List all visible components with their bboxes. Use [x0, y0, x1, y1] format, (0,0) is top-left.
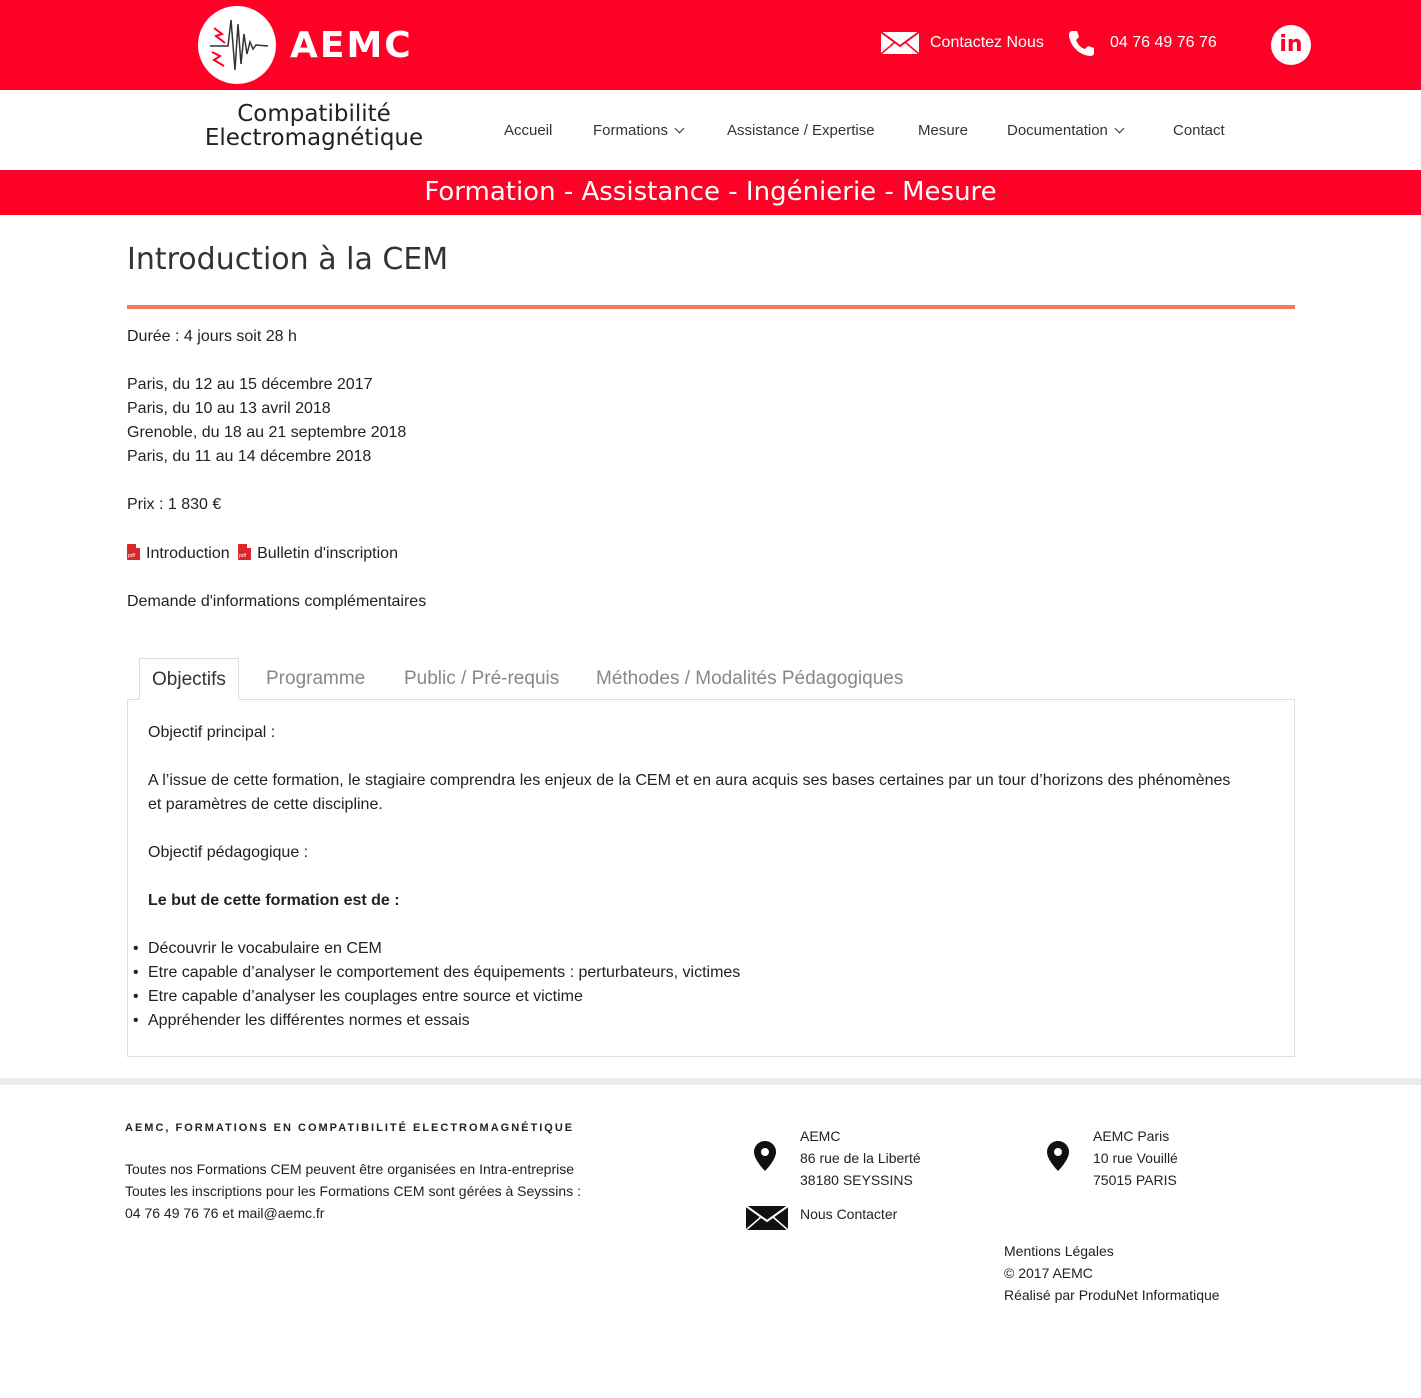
footer-contact-link[interactable]: Nous Contacter — [800, 1206, 898, 1222]
price: Prix : 1 830 € — [127, 496, 222, 513]
panel-bold-line: Le but de cette formation est de : — [148, 892, 400, 909]
nav-label: Contact — [1173, 122, 1225, 139]
chevron-down-icon — [675, 124, 685, 134]
panel-heading: Objectif pédagogique : — [148, 844, 309, 861]
footer-heading: AEMC, FORMATIONS EN COMPATIBILITÉ ELECTROMAGNÉTIQUE — [125, 1122, 575, 1134]
address-paris — [1093, 1125, 1178, 1191]
chevron-down-icon — [1114, 124, 1124, 134]
tab-programme[interactable]: Programme — [266, 668, 366, 689]
envelope-icon[interactable] — [745, 1205, 789, 1231]
bullet-icon: • — [133, 1012, 139, 1029]
address-line: 38180 SEYSSINS — [800, 1172, 913, 1188]
address-line: 10 rue Vouillé — [1093, 1150, 1178, 1166]
nav-item-contact[interactable] — [1173, 121, 1225, 141]
slogan-banner: Formation - Assistance - Ingénierie - Mesure — [0, 170, 1421, 215]
legal-link[interactable]: Mentions Légales — [1004, 1243, 1114, 1259]
bullet-icon: • — [133, 964, 139, 981]
nav-bar — [0, 90, 1421, 170]
nav-label: Documentation — [1007, 122, 1108, 139]
nav-item-accueil[interactable] — [504, 121, 552, 141]
address-seyssins — [800, 1125, 921, 1191]
footer-divider — [0, 1078, 1421, 1085]
site-subtitle — [200, 102, 428, 150]
more-info-link[interactable]: Demande d'informations complémentaires — [127, 593, 427, 610]
list-item: Appréhender les différentes normes et essais — [148, 1012, 470, 1029]
session-date: Paris, du 10 au 13 avril 2018 — [127, 400, 331, 417]
contact-link[interactable]: Contactez Nous — [930, 34, 1044, 51]
nav-item-documentation[interactable] — [1007, 121, 1123, 141]
title-divider — [127, 305, 1295, 309]
map-pin-icon — [753, 1140, 777, 1172]
pdf-link-bulletin[interactable] — [234, 545, 398, 562]
credit-link[interactable]: Réalisé par ProduNet Informatique — [1004, 1287, 1220, 1303]
nav-item-mesure[interactable] — [918, 121, 968, 141]
pdf-link-label: Introduction — [146, 545, 230, 562]
nav-label: Assistance / Expertise — [727, 122, 875, 139]
session-date: Paris, du 12 au 15 décembre 2017 — [127, 376, 373, 393]
tab-objectifs[interactable]: Objectifs — [139, 658, 239, 700]
nav-label: Formations — [593, 122, 669, 139]
address-line: 86 rue de la Liberté — [800, 1150, 921, 1166]
footer-text: Toutes les inscriptions pour les Formations CEM sont gérées à Seyssins : — [125, 1183, 581, 1199]
linkedin-icon[interactable]: in — [1271, 25, 1311, 65]
address-line: 75015 PARIS — [1093, 1172, 1177, 1188]
documents-row — [127, 542, 398, 566]
tab-panel-objectifs — [127, 699, 1295, 1057]
list-item: Etre capable d’analyser les couplages entre source et victime — [148, 988, 583, 1005]
panel-text: et paramètres de cette discipline. — [148, 796, 383, 813]
pdf-link-label: Bulletin d'inscription — [257, 545, 398, 562]
address-line: AEMC Paris — [1093, 1128, 1170, 1144]
envelope-icon[interactable] — [880, 31, 920, 55]
brand-name[interactable]: AEMC — [290, 25, 413, 66]
tab-public[interactable]: Public / Pré-requis — [404, 668, 560, 689]
page-title: Introduction à la CEM — [127, 242, 449, 277]
subtitle-line-2: Electromagnétique — [204, 125, 424, 151]
bullet-icon: • — [133, 940, 139, 957]
tab-methodes[interactable]: Méthodes / Modalités Pédagogiques — [596, 668, 904, 689]
copyright: © 2017 AEMC — [1004, 1265, 1093, 1281]
map-pin-icon — [1046, 1140, 1070, 1172]
pdf-link-introduction[interactable] — [127, 545, 230, 562]
phone-icon[interactable] — [1066, 28, 1096, 58]
tab-bar — [127, 658, 1295, 700]
footer-text: 04 76 49 76 76 et mail@aemc.fr — [125, 1205, 325, 1221]
top-bar — [0, 0, 1421, 90]
bullet-icon: • — [133, 988, 139, 1005]
list-item: Découvrir le vocabulaire en CEM — [148, 940, 382, 957]
duration: Durée : 4 jours soit 28 h — [127, 328, 297, 345]
nav-label: Accueil — [504, 122, 553, 139]
list-item: Etre capable d’analyser le comportement des équipements : perturbateurs, victimes — [148, 964, 741, 981]
session-date: Paris, du 11 au 14 décembre 2018 — [127, 448, 372, 465]
nav-item-formations[interactable] — [593, 121, 683, 141]
phone-number[interactable]: 04 76 49 76 76 — [1110, 34, 1217, 51]
pdf-icon — [238, 544, 251, 560]
nav-label: Mesure — [918, 122, 969, 139]
logo[interactable] — [198, 6, 276, 84]
session-date: Grenoble, du 18 au 21 septembre 2018 — [127, 424, 407, 441]
panel-heading: Objectif principal : — [148, 724, 276, 741]
panel-text: A l’issue de cette formation, le stagiaire comprendra les enjeux de la CEM et en aura acquis ses bases certaines par un tour d’horizons des phénomènes — [148, 772, 1231, 789]
nav-item-assistance[interactable] — [727, 121, 875, 141]
signal-logo-icon — [198, 6, 276, 84]
footer-text: Toutes nos Formations CEM peuvent être organisées en Intra-entreprise — [125, 1161, 575, 1177]
subtitle-line-1: Compatibilité — [237, 101, 391, 127]
pdf-icon — [127, 544, 140, 560]
address-line: AEMC — [800, 1128, 841, 1144]
